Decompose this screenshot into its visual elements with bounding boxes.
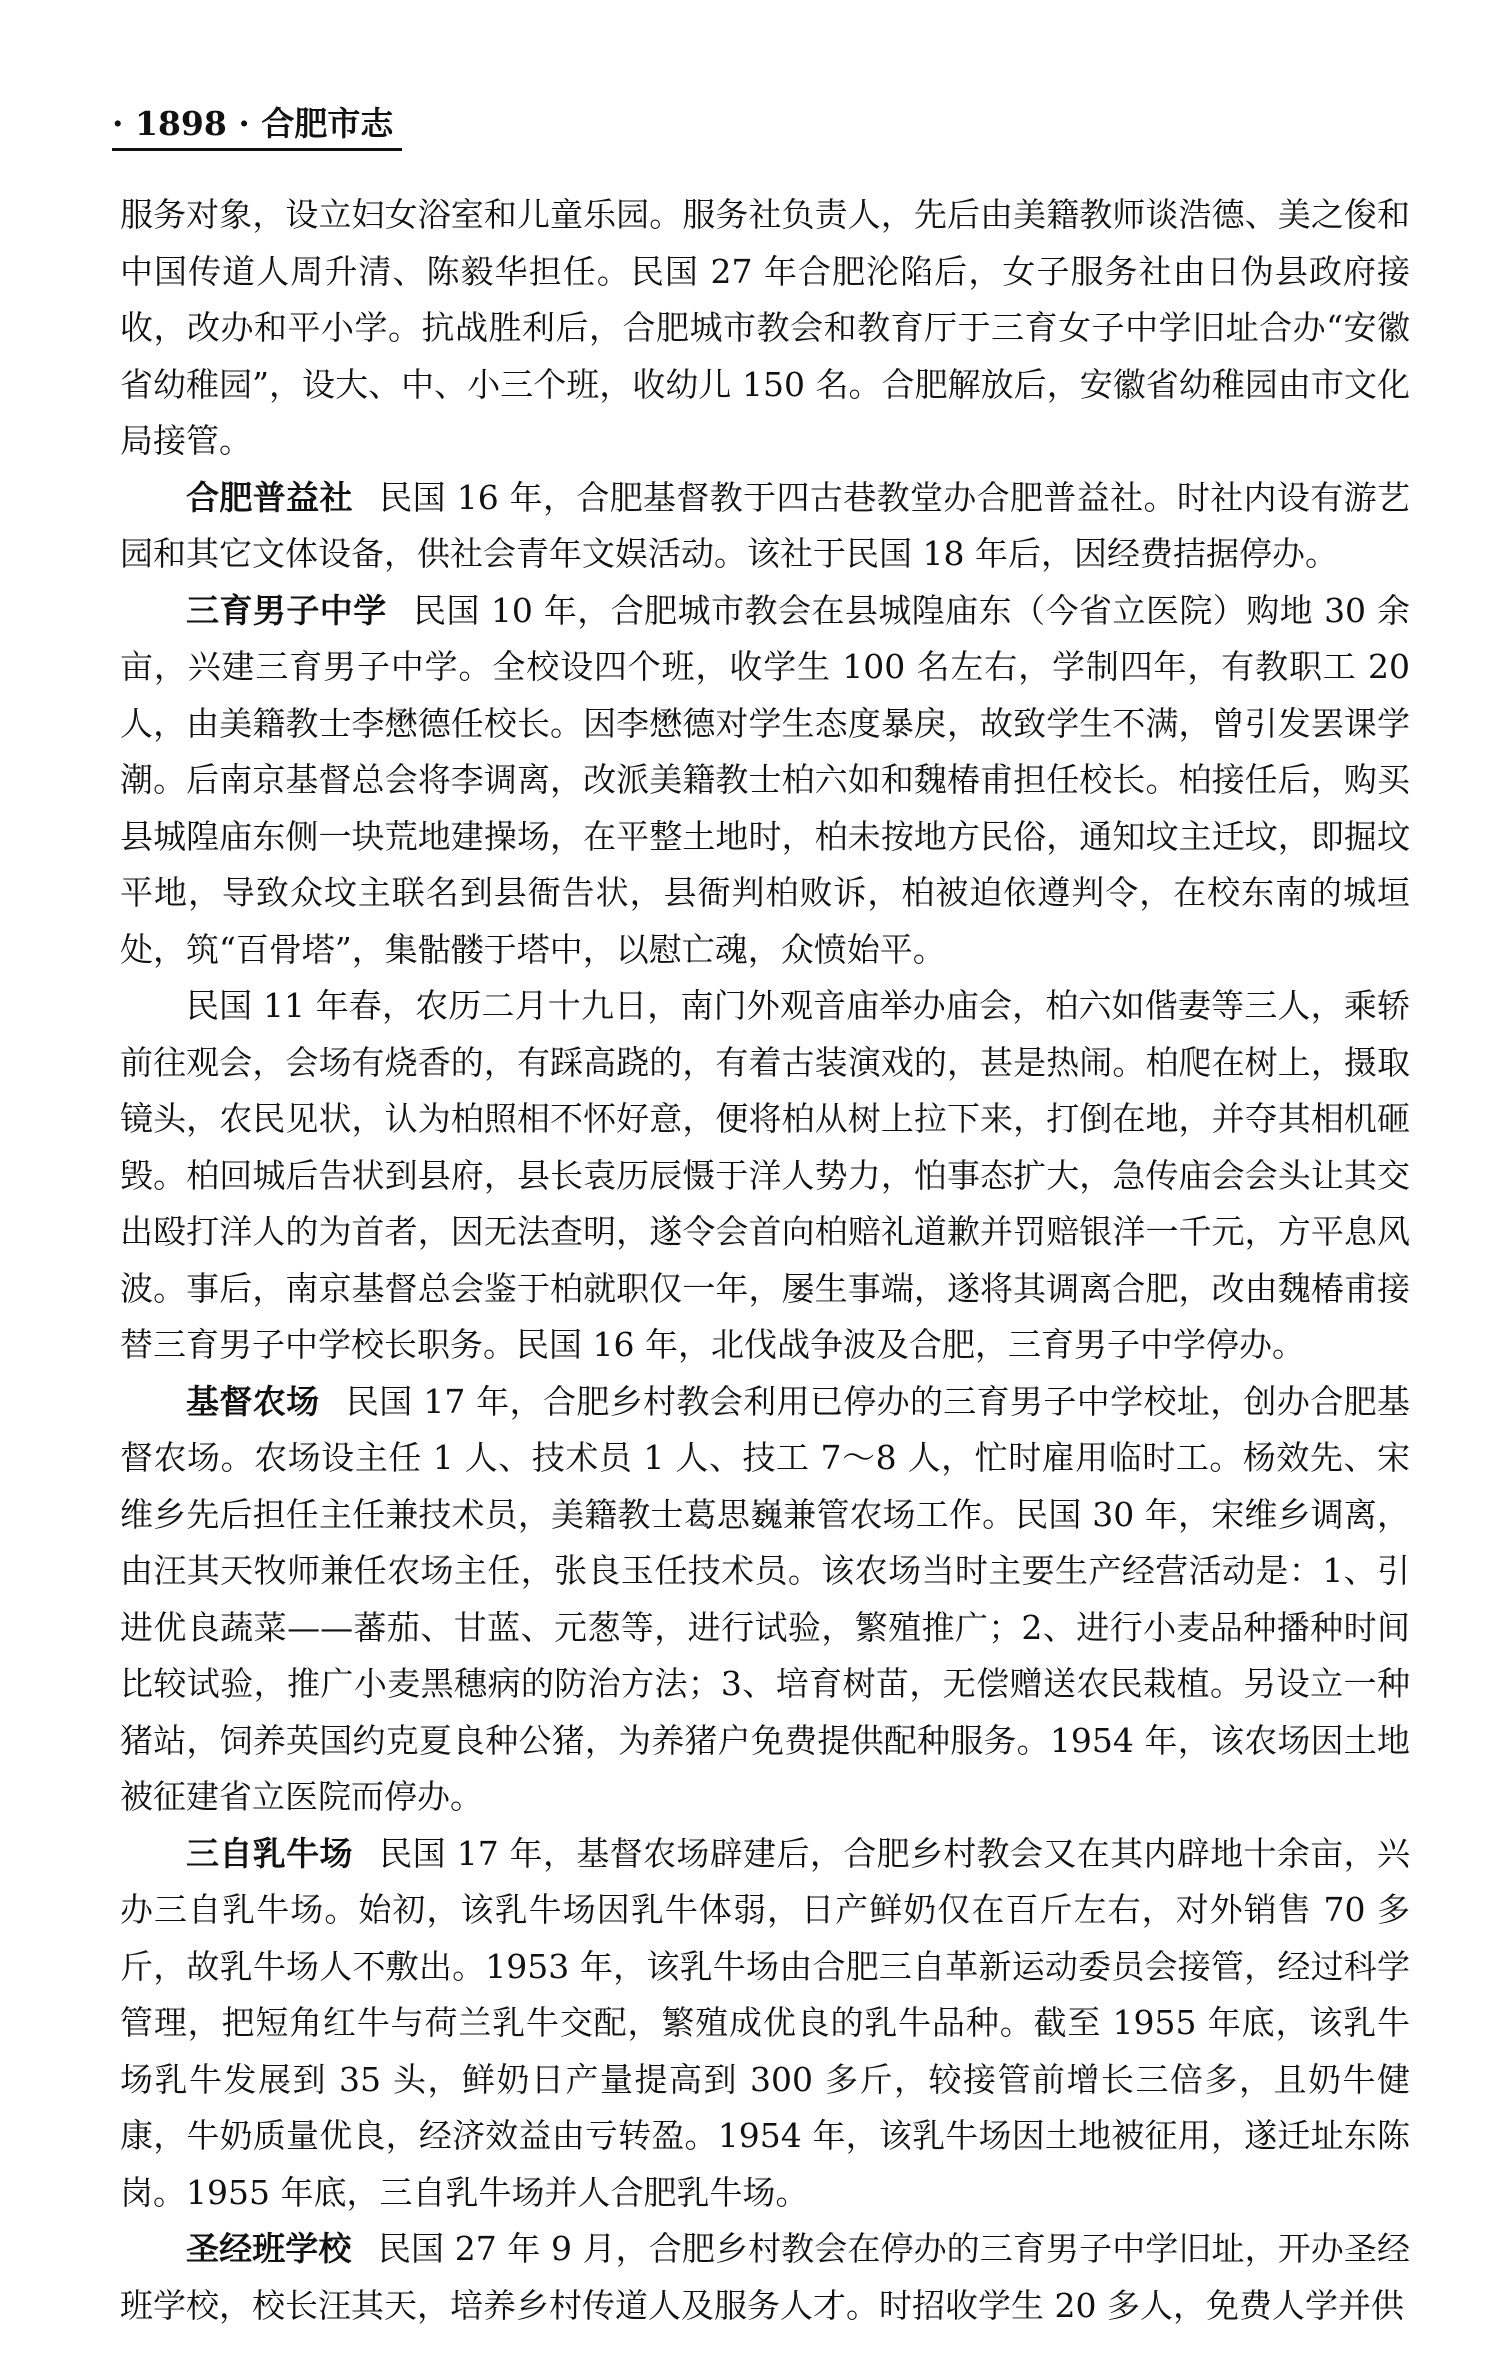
paragraph-text: 民国 17 年，基督农场辟建后，合肥乡村教会又在其内辟地十余亩，兴办三自乳牛场。始初，该乳牛场因乳牛体弱，日产鲜奶仅在百斤左右，对外销售 70 多斤，故乳牛场人不敷出。1953 年，该乳牛场由合肥三自革新运动委员会接管，经过科学管理，把短角红牛与荷兰乳牛交配，繁殖成优良的乳牛品种。截至 1955 年底，该乳牛场乳牛发展到 35 头，鲜奶日产量提高到 300 多斤，较接管前增长三倍多，且奶牛健康，牛奶质量优良，经济效益由亏转盈。1954 年，该乳牛场因土地被征用，遂迁址东陈岗。1955 年底，三自乳牛场并人合肥乳牛场。 [120, 1833, 1410, 2212]
header-bullet: · [238, 104, 250, 143]
entry-heading: 基督农场 [186, 1381, 320, 1421]
entry-heading: 圣经班学校 [186, 2229, 352, 2268]
paragraph [120, 2221, 1410, 2334]
paragraph [120, 583, 1410, 979]
paragraph [120, 1374, 1410, 1826]
entry-heading: 合肥普益社 [186, 477, 353, 517]
paragraph-text: 民国 11 年春，农历二月十九日，南门外观音庙举办庙会，柏六如偕妻等三人，乘轿前往观会，会场有烧香的，有踩高跷的，有着古装演戏的，甚是热闹。柏爬在树上，摄取镜头，农民见状，认为柏照相不怀好意，便将柏从树上拉下来，打倒在地，并夺其相机砸毁。柏回城后告状到县府，县长袁历辰慑于洋人势力，怕事态扩大，急传庙会会头让其交出殴打洋人的为首者，因无法查明，遂令会首向柏赔礼道歉并罚赔银洋一千元，方平息风波。事后，南京基督总会鉴于柏就职仅一年，屡生事端，遂将其调离合肥，改由魏椿甫接替三育男子中学校长职务。民国 16 年，北伐战争波及合肥，三育男子中学停办。 [120, 986, 1410, 1364]
paragraph [120, 187, 1410, 470]
paragraph-text: 民国 16 年，合肥基督教于四古巷教堂办合肥普益社。时社内设有游艺园和其它文体设备，供社会青年文娱活动。该社于民国 18 年后，因经费拮据停办。 [120, 477, 1410, 573]
paragraph [120, 978, 1410, 1374]
paragraph-text: 民国 17 年，合肥乡村教会利用已停办的三育男子中学校址，创办合肥基督农场。农场设主任 1 人、技术员 1 人、技工 7～8 人，忙时雇用临时工。杨效先、宋维乡先后担任主任兼技术员，美籍教士葛思巍兼管农场工作。民国 30 年，宋维乡调离，由汪其天牧师兼任农场主任，张良玉任技术员。该农场当时主要生产经营活动是：1、引进优良蔬菜——蕃茄、甘蓝、元葱等，进行试验，繁殖推广；2、进行小麦品种播种时间比较试验，推广小麦黑穗病的防治方法；3、培育树苗，无偿赠送农民栽植。另设立一种猪站，饲养英国约克夏良种公猪，为养猪户免费提供配种服务。1954 年，该农场因土地被征建省立医院而停办。 [120, 1381, 1410, 1816]
paragraph-text: 民国 27 年 9 月，合肥乡村教会在停办的三育男子中学旧址，开办圣经班学校，校长汪其天，培养乡村传道人及服务人才。时招收学生 20 多人，免费人学并供 [120, 2229, 1411, 2325]
entry-heading: 三自乳牛场 [186, 1833, 353, 1873]
book-title: 合肥市志 [261, 104, 394, 143]
paragraph-text: 服务对象，设立妇女浴室和儿童乐园。服务社负责人，先后由美籍教师谈浩德、美之俊和中国传道人周升清、陈毅华担任。民国 27 年合肥沦陷后，女子服务社由日伪县政府接收，改办和平小学。抗战胜利后，合肥城市教会和教育厅于三育女子中学旧址合办“安徽省幼稚园”，设大、中、小三个班，收幼儿 150 名。合肥解放后，安徽省幼稚园由市文化局接管。 [120, 195, 1410, 460]
paragraph [120, 470, 1410, 583]
header-bullet: · [112, 104, 124, 143]
page-number: 1898 [135, 104, 227, 143]
paragraph-text: 民国 10 年，合肥城市教会在县城隍庙东（今省立医院）购地 30 余亩，兴建三育男子中学。全校设四个班，收学生 100 名左右，学制四年，有教职工 20 人，由美籍教士李懋德任校长。因李懋德对学生态度暴戾，故致学生不满，曾引发罢课学潮。后南京基督总会将李调离，改派美籍教士柏六如和魏椿甫担任校长。柏接任后，购买县城隍庙东侧一块荒地建操场，在平整土地时，柏未按地方民俗，通知坟主迁坟，即掘坟平地，导致众坟主联名到县衙告状，县衙判柏败诉，柏被迫依遵判令，在校东南的城垣处，筑“百骨塔”，集骷髅于塔中，以慰亡魂，众愤始平。 [120, 590, 1410, 969]
page-header [112, 104, 393, 144]
entry-heading: 三育男子中学 [186, 590, 387, 630]
page-body [120, 187, 1410, 2334]
header-rule [112, 148, 402, 151]
paragraph [120, 1826, 1410, 2222]
